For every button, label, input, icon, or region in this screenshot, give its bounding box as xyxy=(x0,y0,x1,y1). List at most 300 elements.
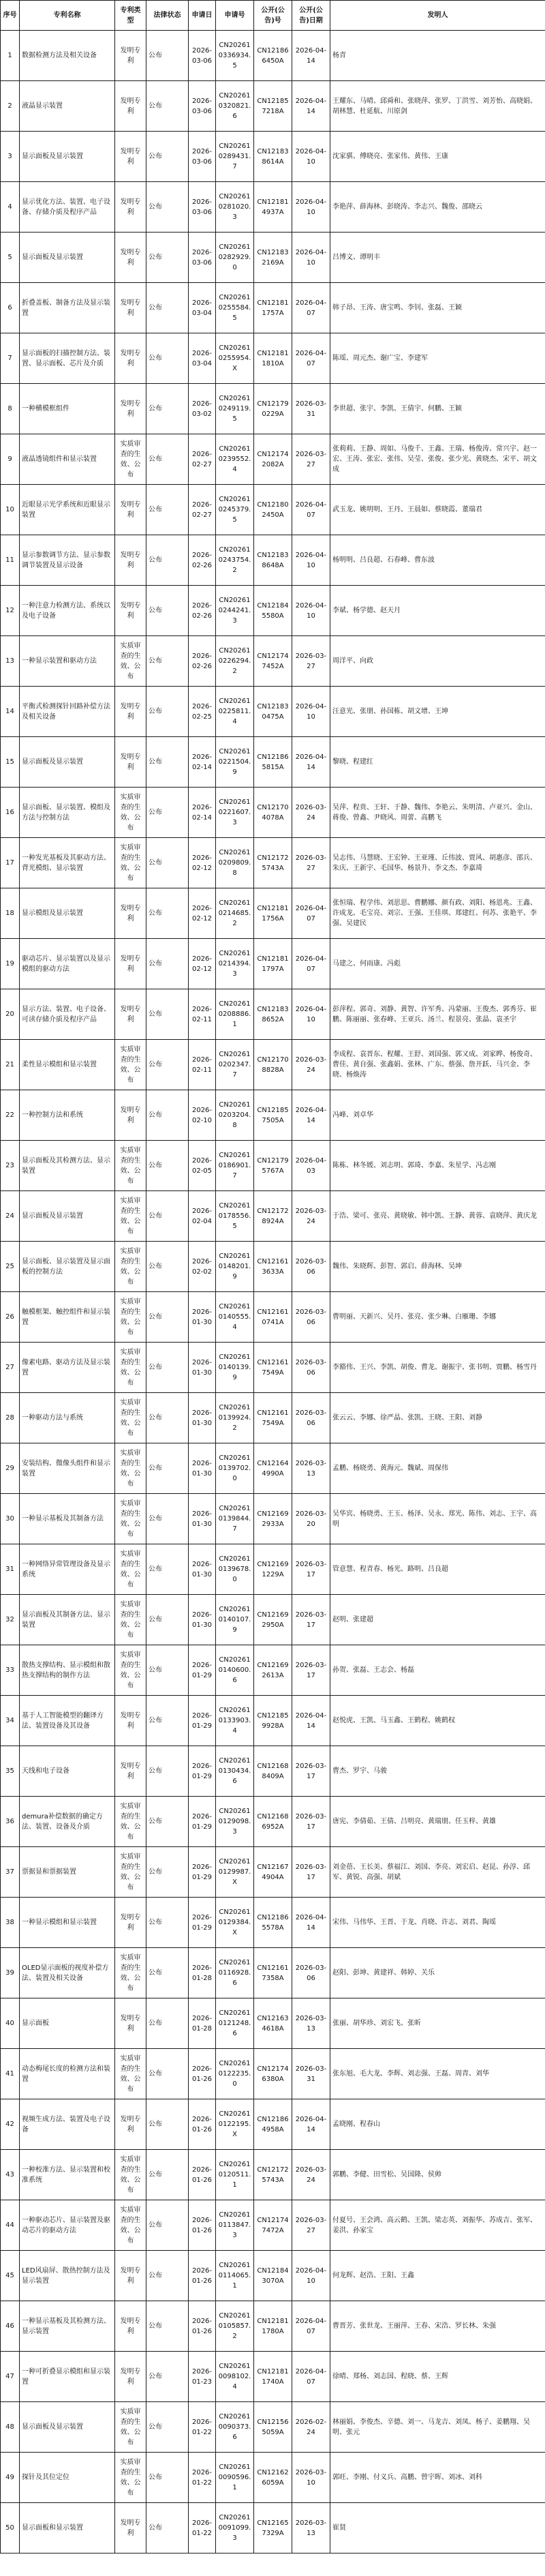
cell-publication-number: CN121814937A xyxy=(254,182,292,233)
cell-index: 41 xyxy=(1,2049,20,2099)
cell-application-number: CN202610249119.5 xyxy=(216,384,254,434)
cell-publication-date: 2026-03-13 xyxy=(292,1998,330,2049)
cell-application-date: 2026-01-29 xyxy=(189,1847,216,1898)
cell-index: 40 xyxy=(1,1998,20,2049)
cell-application-date: 2026-01-26 xyxy=(189,2251,216,2301)
cell-patent-name: 显示面板及其检测方法、显示装置 xyxy=(20,1141,115,1191)
cell-application-date: 2026-01-30 xyxy=(189,1292,216,1343)
cell-publication-number: CN121626059A xyxy=(254,2453,292,2503)
cell-application-number: CN202610202347.7 xyxy=(216,1040,254,1090)
cell-publication-number: CN121657329A xyxy=(254,2503,292,2553)
cell-inventors: 李豁伟、王兴、李凯、胡俊、曹龙、谢振宇、张书明、贾鹏、杨雪丹 xyxy=(330,1343,545,1393)
header-publication-date: 公开(公告)日期 xyxy=(292,1,330,31)
cell-index: 26 xyxy=(1,1292,20,1343)
cell-index: 38 xyxy=(1,1898,20,1948)
cell-application-number: CN202610178556.5 xyxy=(216,1191,254,1242)
cell-index: 37 xyxy=(1,1847,20,1898)
cell-application-date: 2026-02-12 xyxy=(189,939,216,989)
cell-index: 42 xyxy=(1,2099,20,2150)
cell-publication-number: CN121865815A xyxy=(254,737,292,788)
cell-application-number: CN202610148201.9 xyxy=(216,1242,254,1292)
cell-index: 39 xyxy=(1,1948,20,1998)
cell-inventors: 冯峰、刘卓华 xyxy=(330,1090,545,1141)
cell-index: 32 xyxy=(1,1595,20,1645)
cell-patent-name: 基于人工智能模型的翻译方法、装置设备及其设备 xyxy=(20,1696,115,1746)
cell-patent-type: 发明专利 xyxy=(115,333,146,384)
cell-legal-status: 公布 xyxy=(146,1797,189,1847)
cell-patent-name: 显示模组及显示装置 xyxy=(20,888,115,939)
cell-publication-date: 2026-03-27 xyxy=(292,636,330,687)
cell-application-date: 2026-02-14 xyxy=(189,737,216,788)
cell-patent-name: demura补偿数据的确定方法、装置、设备及介质 xyxy=(20,1797,115,1847)
cell-publication-number: CN121746380A xyxy=(254,2049,292,2099)
cell-legal-status: 公布 xyxy=(146,636,189,687)
cell-inventors: 宋伟、马伟华、王晋、于龙、肖晓、许志、刘君、陶瑶 xyxy=(330,1898,545,1948)
cell-legal-status: 公布 xyxy=(146,737,189,788)
cell-legal-status: 公布 xyxy=(146,1292,189,1343)
cell-application-number: CN202610289431.7 xyxy=(216,132,254,182)
table-row xyxy=(1,2301,545,2352)
cell-application-date: 2026-03-06 xyxy=(189,31,216,81)
cell-patent-name: 显示面板及显示装置 xyxy=(20,132,115,182)
cell-patent-name: 一种横模框组件 xyxy=(20,384,115,434)
cell-publication-date: 2026-03-06 xyxy=(292,1292,330,1343)
table-row xyxy=(1,535,545,586)
cell-legal-status: 公布 xyxy=(146,1898,189,1948)
cell-application-number: CN202610121248.6 xyxy=(216,1998,254,2049)
cell-application-number: CN202610139702.0 xyxy=(216,1443,254,1494)
cell-publication-number: CN121725743A xyxy=(254,838,292,888)
cell-publication-date: 2026-04-07 xyxy=(292,283,330,333)
cell-patent-name: 一种显示模组和显示装置 xyxy=(20,1898,115,1948)
table-row xyxy=(1,1393,545,1443)
table-row xyxy=(1,1696,545,1746)
cell-index: 25 xyxy=(1,1242,20,1292)
cell-application-number: CN202610116928.6 xyxy=(216,1948,254,1998)
cell-inventors: 彭萍程、郭奇、刘静、黄智、许军秀、冯蒙丽、王俊杰、郭秀芬、崔鹏、陈丽丽、张春峰、王亚兵、汤兰、程景亮、张晶、袁圣宇 xyxy=(330,989,545,1040)
cell-legal-status: 公布 xyxy=(146,1242,189,1292)
cell-index: 46 xyxy=(1,2301,20,2352)
table-row xyxy=(1,485,545,535)
cell-application-date: 2026-01-29 xyxy=(189,1797,216,1847)
cell-application-date: 2026-02-26 xyxy=(189,636,216,687)
cell-inventors: 杨青 xyxy=(330,31,545,81)
cell-legal-status: 公布 xyxy=(146,233,189,283)
cell-publication-number: CN121728924A xyxy=(254,1191,292,1242)
cell-publication-date: 2026-03-13 xyxy=(292,1443,330,1494)
table-row xyxy=(1,132,545,182)
cell-inventors: 孟晓刚、程春山 xyxy=(330,2099,545,2150)
cell-patent-name: OLED显示面板的视度补偿方法、装置及相关设备 xyxy=(20,1948,115,1998)
cell-patent-name: 散热支撑结构、显示模组和散热支撑结构的制作方法 xyxy=(20,1645,115,1696)
cell-patent-type: 实质审查的生效、公布 xyxy=(115,1191,146,1242)
cell-publication-number: CN121613633A xyxy=(254,1242,292,1292)
table-row xyxy=(1,1040,545,1090)
cell-application-date: 2026-03-04 xyxy=(189,333,216,384)
cell-application-date: 2026-01-22 xyxy=(189,2402,216,2453)
cell-inventors: 李世超、张宇、李凯、王倩宇、何鹏、王颖 xyxy=(330,384,545,434)
cell-publication-number: CN121811797A xyxy=(254,939,292,989)
cell-application-date: 2026-01-26 xyxy=(189,2200,216,2251)
table-row xyxy=(1,1797,545,1847)
cell-legal-status: 公布 xyxy=(146,333,189,384)
cell-application-number: CN202610282929.0 xyxy=(216,233,254,283)
cell-patent-type: 发明专利 xyxy=(115,233,146,283)
table-row xyxy=(1,1898,545,1948)
cell-publication-number: CN121565059A xyxy=(254,2402,292,2453)
table-row xyxy=(1,2200,545,2251)
cell-legal-status: 公布 xyxy=(146,2402,189,2453)
cell-inventors: 赵悦虎、王凯、马玉鑫、王鹤程、姚鹤权 xyxy=(330,1696,545,1746)
cell-application-date: 2026-01-28 xyxy=(189,1998,216,2049)
cell-application-date: 2026-02-26 xyxy=(189,586,216,636)
table-row xyxy=(1,1494,545,1544)
cell-legal-status: 公布 xyxy=(146,2049,189,2099)
cell-application-number: CN202610105857.2 xyxy=(216,2301,254,2352)
cell-publication-number: CN121742082A xyxy=(254,434,292,485)
cell-patent-type: 实质审查的生效、公布 xyxy=(115,1443,146,1494)
cell-application-date: 2026-01-30 xyxy=(189,1595,216,1645)
cell-patent-type: 实质审查的生效、公布 xyxy=(115,1494,146,1544)
cell-legal-status: 公布 xyxy=(146,788,189,838)
cell-legal-status: 公布 xyxy=(146,1746,189,1797)
cell-index: 28 xyxy=(1,1393,20,1443)
cell-index: 30 xyxy=(1,1494,20,1544)
cell-patent-type: 实质审查的生效、公布 xyxy=(115,1595,146,1645)
cell-publication-date: 2026-03-06 xyxy=(292,1242,330,1292)
table-row xyxy=(1,989,545,1040)
cell-inventors: 吴萍、程贵、王轩、于静、魏伟、李艳云、朱明清、卢亚兴、金山、蒋俊、曾鑫、尹晓风、周蕾、高鹏飞 xyxy=(330,788,545,838)
cell-index: 12 xyxy=(1,586,20,636)
cell-application-date: 2026-02-02 xyxy=(189,1242,216,1292)
cell-application-number: CN202610203204.8 xyxy=(216,1090,254,1141)
table-row xyxy=(1,636,545,687)
cell-patent-name: 一种可折叠显示模组和显示装置 xyxy=(20,2352,115,2402)
cell-publication-date: 2026-04-03 xyxy=(292,1141,330,1191)
table-row xyxy=(1,687,545,737)
cell-publication-number: CN121832169A xyxy=(254,233,292,283)
cell-application-number: CN202610129384.X xyxy=(216,1898,254,1948)
cell-publication-number: CN121747472A xyxy=(254,2200,292,2251)
cell-index: 49 xyxy=(1,2453,20,2503)
table-row xyxy=(1,1443,545,1494)
cell-application-date: 2026-02-11 xyxy=(189,989,216,1040)
cell-publication-date: 2026-03-10 xyxy=(292,2453,330,2503)
cell-publication-number: CN121691229A xyxy=(254,1544,292,1595)
cell-application-number: CN202610139844.7 xyxy=(216,1494,254,1544)
cell-patent-name: 显示面板、显示装置、模组及方法与控制方法 xyxy=(20,788,115,838)
cell-inventors: 张莉莉、王静、周如、马俊千、王鑫、王瑞、杨俊涛、常兴宇、赵一宏、王涛、张宏、张伟、吴莹、张俊、张少光、黄晓杰、宋平、胡文成 xyxy=(330,434,545,485)
cell-patent-type: 发明专利 xyxy=(115,939,146,989)
cell-index: 15 xyxy=(1,737,20,788)
cell-inventors: 赵明、张建超 xyxy=(330,1595,545,1645)
cell-publication-number: CN121838652A xyxy=(254,989,292,1040)
cell-publication-date: 2026-03-06 xyxy=(292,1343,330,1393)
cell-legal-status: 公布 xyxy=(146,182,189,233)
cell-legal-status: 公布 xyxy=(146,485,189,535)
cell-patent-type: 实质审查的生效、公布 xyxy=(115,788,146,838)
cell-patent-type: 发明专利 xyxy=(115,2251,146,2301)
cell-publication-number: CN121811757A xyxy=(254,283,292,333)
cell-application-number: CN202610226294.2 xyxy=(216,636,254,687)
cell-patent-type: 发明专利 xyxy=(115,2352,146,2402)
cell-application-number: CN202610129987.X xyxy=(216,1847,254,1898)
cell-patent-type: 发明专利 xyxy=(115,1898,146,1948)
cell-inventors: 曹杰、罗宇、马骏 xyxy=(330,1746,545,1797)
cell-patent-name: 显示面板和显示装置 xyxy=(20,2503,115,2553)
cell-publication-date: 2026-04-07 xyxy=(292,485,330,535)
cell-publication-date: 2026-04-10 xyxy=(292,132,330,182)
cell-inventors: 陈瑶、周元杰、谢广宝、李建军 xyxy=(330,333,545,384)
cell-application-number: CN202610120511.1 xyxy=(216,2150,254,2200)
cell-index: 19 xyxy=(1,939,20,989)
table-row xyxy=(1,2352,545,2402)
cell-patent-type: 实质审查的生效、公布 xyxy=(115,1141,146,1191)
cell-legal-status: 公布 xyxy=(146,1494,189,1544)
table-row xyxy=(1,888,545,939)
cell-publication-date: 2026-03-17 xyxy=(292,1595,330,1645)
cell-index: 16 xyxy=(1,788,20,838)
table-row xyxy=(1,939,545,989)
cell-index: 33 xyxy=(1,1645,20,1696)
cell-index: 14 xyxy=(1,687,20,737)
cell-application-number: CN202610090373.6 xyxy=(216,2402,254,2453)
cell-application-number: CN202610239552.4 xyxy=(216,434,254,485)
cell-publication-date: 2026-02-24 xyxy=(292,2402,330,2453)
cell-legal-status: 公布 xyxy=(146,1191,189,1242)
cell-index: 20 xyxy=(1,989,20,1040)
cell-patent-type: 发明专利 xyxy=(115,182,146,233)
cell-patent-type: 发明专利 xyxy=(115,81,146,132)
cell-application-number: CN202610255584.5 xyxy=(216,283,254,333)
cell-publication-number: CN121859928A xyxy=(254,1696,292,1746)
cell-inventors: 马建之、何雨康、冯彪 xyxy=(330,939,545,989)
cell-application-number: CN202610255954.X xyxy=(216,333,254,384)
cell-patent-type: 发明专利 xyxy=(115,283,146,333)
cell-patent-type: 发明专利 xyxy=(115,132,146,182)
cell-patent-name: 显示参数调节方法、显示参数调节装置及显示设备 xyxy=(20,535,115,586)
cell-index: 44 xyxy=(1,2200,20,2251)
cell-patent-type: 发明专利 xyxy=(115,888,146,939)
cell-application-date: 2026-01-23 xyxy=(189,2352,216,2402)
cell-application-number: CN202610281020.3 xyxy=(216,182,254,233)
cell-index: 34 xyxy=(1,1696,20,1746)
cell-application-date: 2026-03-06 xyxy=(189,132,216,182)
cell-publication-number: CN121617549A xyxy=(254,1393,292,1443)
cell-application-number: CN202610114065.1 xyxy=(216,2251,254,2301)
cell-inventors: 于浩、梁可、张亮、黄晓敏、韩中凯、王静、黄蓉、袁晓萍、黄庆龙 xyxy=(330,1191,545,1242)
cell-application-date: 2026-02-12 xyxy=(189,888,216,939)
cell-patent-name: 票据显和票据装置 xyxy=(20,1847,115,1898)
cell-index: 29 xyxy=(1,1443,20,1494)
cell-patent-type: 实质审查的生效、公布 xyxy=(115,1242,146,1292)
cell-application-date: 2026-02-26 xyxy=(189,535,216,586)
cell-index: 3 xyxy=(1,132,20,182)
cell-application-number: CN202610243754.2 xyxy=(216,535,254,586)
cell-publication-number: CN121708828A xyxy=(254,1040,292,1090)
cell-legal-status: 公布 xyxy=(146,1040,189,1090)
cell-publication-date: 2026-03-24 xyxy=(292,788,330,838)
cell-publication-number: CN121795767A xyxy=(254,1141,292,1191)
cell-patent-type: 实质审查的生效、公布 xyxy=(115,1645,146,1696)
cell-legal-status: 公布 xyxy=(146,132,189,182)
cell-application-date: 2026-01-30 xyxy=(189,1443,216,1494)
cell-legal-status: 公布 xyxy=(146,535,189,586)
cell-legal-status: 公布 xyxy=(146,1847,189,1898)
cell-inventors: 张恒瑞、程学伟、刘思思、曹鹏娜、颜有政、刘阳、杨恩兆、王鑫、许成龙、毛宝亮、刘宗、王强、王佳琪、郑建红、何苏、张艳平、李强、吴建民 xyxy=(330,888,545,939)
cell-publication-number: CN121692950A xyxy=(254,1595,292,1645)
cell-patent-name: 一种校准方法、显示装置和校准系统 xyxy=(20,2150,115,2200)
cell-patent-name: 一种控制方法和系统 xyxy=(20,1090,115,1141)
cell-patent-name: 显示面板及显示装置 xyxy=(20,233,115,283)
cell-patent-type: 发明专利 xyxy=(115,1696,146,1746)
cell-publication-date: 2026-03-17 xyxy=(292,1645,330,1696)
cell-inventors: 李成程、袁晋东、程耀、王舒、刘国强、郭又成、刘家晔、杨俊奇、曹佳、黄自强、张鑫娟、张林、广东、蔡强、詹开跃、马兴金、李晓、杨焕涛 xyxy=(330,1040,545,1090)
cell-inventors: 孟鹏、杨晓勇、黄海元、魏斌、周保伟 xyxy=(330,1443,545,1494)
cell-patent-type: 实质审查的生效、公布 xyxy=(115,1040,146,1090)
cell-legal-status: 公布 xyxy=(146,939,189,989)
cell-publication-date: 2026-04-10 xyxy=(292,586,330,636)
cell-patent-name: 显示面板及显示装置 xyxy=(20,737,115,788)
cell-application-date: 2026-01-26 xyxy=(189,2049,216,2099)
cell-patent-name: 驱动芯片、显示装置以及显示模组的驱动方法 xyxy=(20,939,115,989)
cell-index: 45 xyxy=(1,2251,20,2301)
cell-patent-name: 折叠盖板、制备方法及显示装置 xyxy=(20,283,115,333)
cell-inventors: 管意慧、程青春、杨光、路明、吕良超 xyxy=(330,1544,545,1595)
cell-application-number: CN202610140107.9 xyxy=(216,1595,254,1645)
table-row xyxy=(1,333,545,384)
cell-application-number: CN202610244241.3 xyxy=(216,586,254,636)
cell-inventors: 沈家骐、傅晓亮、张家伟、黄伟、王康 xyxy=(330,132,545,182)
cell-publication-date: 2026-04-14 xyxy=(292,81,330,132)
table-row xyxy=(1,2099,545,2150)
cell-patent-type: 实质审查的生效、公布 xyxy=(115,434,146,485)
cell-inventors: 韩子昂、王涛、唐宝鸣、李钊、张磊、王颖 xyxy=(330,283,545,333)
cell-application-date: 2026-01-30 xyxy=(189,1494,216,1544)
table-row xyxy=(1,1242,545,1292)
cell-patent-type: 发明专利 xyxy=(115,1090,146,1141)
cell-legal-status: 公布 xyxy=(146,1443,189,1494)
cell-inventors: 孙贺、张磊、王志会、杨磊 xyxy=(330,1645,545,1696)
cell-patent-type: 实质审查的生效、公布 xyxy=(115,2200,146,2251)
cell-publication-number: CN121838648A xyxy=(254,535,292,586)
cell-index: 8 xyxy=(1,384,20,434)
cell-patent-type: 实质审查的生效、公布 xyxy=(115,2049,146,2099)
cell-patent-type: 实质审查的生效、公布 xyxy=(115,1343,146,1393)
cell-application-number: CN202610221504.9 xyxy=(216,737,254,788)
cell-publication-date: 2026-04-10 xyxy=(292,989,330,1040)
cell-inventors: 吴华宾、杨晓勇、王玉、杨泽、吴永、郑光、陈伟、刘志、王宇、高明 xyxy=(330,1494,545,1544)
header-patent-name: 专利名称 xyxy=(20,1,115,31)
cell-legal-status: 公布 xyxy=(146,1948,189,1998)
table-row xyxy=(1,1645,545,1696)
cell-patent-type: 发明专利 xyxy=(115,687,146,737)
cell-legal-status: 公布 xyxy=(146,2200,189,2251)
cell-publication-date: 2026-04-14 xyxy=(292,2099,330,2150)
cell-publication-date: 2026-04-10 xyxy=(292,687,330,737)
cell-index: 36 xyxy=(1,1797,20,1847)
header-inventors: 发明人 xyxy=(330,1,545,31)
cell-publication-date: 2026-04-14 xyxy=(292,1696,330,1746)
cell-legal-status: 公布 xyxy=(146,687,189,737)
cell-publication-date: 2026-04-14 xyxy=(292,1898,330,1948)
cell-index: 10 xyxy=(1,485,20,535)
cell-publication-number: CN121866450A xyxy=(254,31,292,81)
cell-publication-date: 2026-03-06 xyxy=(292,1948,330,1998)
table-row xyxy=(1,81,545,132)
cell-legal-status: 公布 xyxy=(146,1595,189,1645)
cell-patent-type: 实质审查的生效、公布 xyxy=(115,1292,146,1343)
cell-application-number: CN202610090596.1 xyxy=(216,2453,254,2503)
cell-patent-type: 实质审查的生效、公布 xyxy=(115,2453,146,2503)
cell-patent-name: 显示面板及其制备方法、显示装置 xyxy=(20,1595,115,1645)
cell-legal-status: 公布 xyxy=(146,1645,189,1696)
cell-legal-status: 公布 xyxy=(146,384,189,434)
table-row xyxy=(1,1343,545,1393)
cell-publication-date: 2026-04-10 xyxy=(292,535,330,586)
cell-publication-number: CN121843070A xyxy=(254,2251,292,2301)
cell-publication-date: 2026-03-31 xyxy=(292,2049,330,2099)
cell-patent-name: 一种注意力检测方法、系统以及电子设备 xyxy=(20,586,115,636)
cell-inventors: 刘金蓓、王长美、蔡福江、刘国、李亮、刘宏启、赵昆、孙淳、邱军、黄锐、高强、胡斌 xyxy=(330,1847,545,1898)
cell-application-number: CN202610186901.7 xyxy=(216,1141,254,1191)
cell-application-date: 2026-01-30 xyxy=(189,1393,216,1443)
cell-patent-type: 发明专利 xyxy=(115,2301,146,2352)
cell-inventors: 李艳萍、薛海林、彭晓涛、李志兴、魏俊、邵晓云 xyxy=(330,182,545,233)
cell-index: 35 xyxy=(1,1746,20,1797)
cell-legal-status: 公布 xyxy=(146,2352,189,2402)
cell-publication-number: CN121857505A xyxy=(254,1090,292,1141)
cell-publication-date: 2026-04-07 xyxy=(292,888,330,939)
cell-publication-number: CN121790229A xyxy=(254,384,292,434)
table-row xyxy=(1,1595,545,1645)
cell-patent-name: 显示面板 xyxy=(20,1998,115,2049)
cell-legal-status: 公布 xyxy=(146,586,189,636)
cell-patent-name: 一种显示装置和驱动方法 xyxy=(20,636,115,687)
cell-legal-status: 公布 xyxy=(146,1090,189,1141)
cell-publication-date: 2026-04-07 xyxy=(292,2301,330,2352)
cell-patent-name: 平衡式检测探针回路补偿方法及相关设备 xyxy=(20,687,115,737)
cell-patent-name: 显示面板及显示装置 xyxy=(20,2402,115,2453)
cell-application-number: CN202610336934.5 xyxy=(216,31,254,81)
cell-legal-status: 公布 xyxy=(146,888,189,939)
header-publication-number: 公开(公告)号 xyxy=(254,1,292,31)
cell-patent-type: 发明专利 xyxy=(115,737,146,788)
cell-index: 22 xyxy=(1,1090,20,1141)
header-index: 序号 xyxy=(1,1,20,31)
cell-application-number: CN202610091099.3 xyxy=(216,2503,254,2553)
cell-index: 1 xyxy=(1,31,20,81)
header-legal-status: 法律状态 xyxy=(146,1,189,31)
cell-publication-date: 2026-03-13 xyxy=(292,2503,330,2553)
cell-publication-date: 2026-04-10 xyxy=(292,2251,330,2301)
cell-application-number: CN202610113847.3 xyxy=(216,2200,254,2251)
cell-publication-number: CN121811780A xyxy=(254,2301,292,2352)
cell-index: 27 xyxy=(1,1343,20,1393)
cell-patent-name: 液晶透镜组件和显示装置 xyxy=(20,434,115,485)
cell-publication-number: CN121811756A xyxy=(254,888,292,939)
cell-patent-name: 显示方法、装置、电子设备、可读存储介质及程序产品 xyxy=(20,989,115,1040)
cell-inventors: 陈栋、林冬媛、刘志明、郭琦、李嘉、朱星学、冯志刚 xyxy=(330,1141,545,1191)
cell-publication-number: CN121692613A xyxy=(254,1645,292,1696)
cell-inventors: 吕博文、谭明丰 xyxy=(330,233,545,283)
cell-application-number: CN202610139678.0 xyxy=(216,1544,254,1595)
cell-publication-date: 2026-03-06 xyxy=(292,1393,330,1443)
cell-publication-date: 2026-03-17 xyxy=(292,1544,330,1595)
cell-inventors: 周洋平、向政 xyxy=(330,636,545,687)
cell-legal-status: 公布 xyxy=(146,2251,189,2301)
cell-publication-number: CN121610741A xyxy=(254,1292,292,1343)
